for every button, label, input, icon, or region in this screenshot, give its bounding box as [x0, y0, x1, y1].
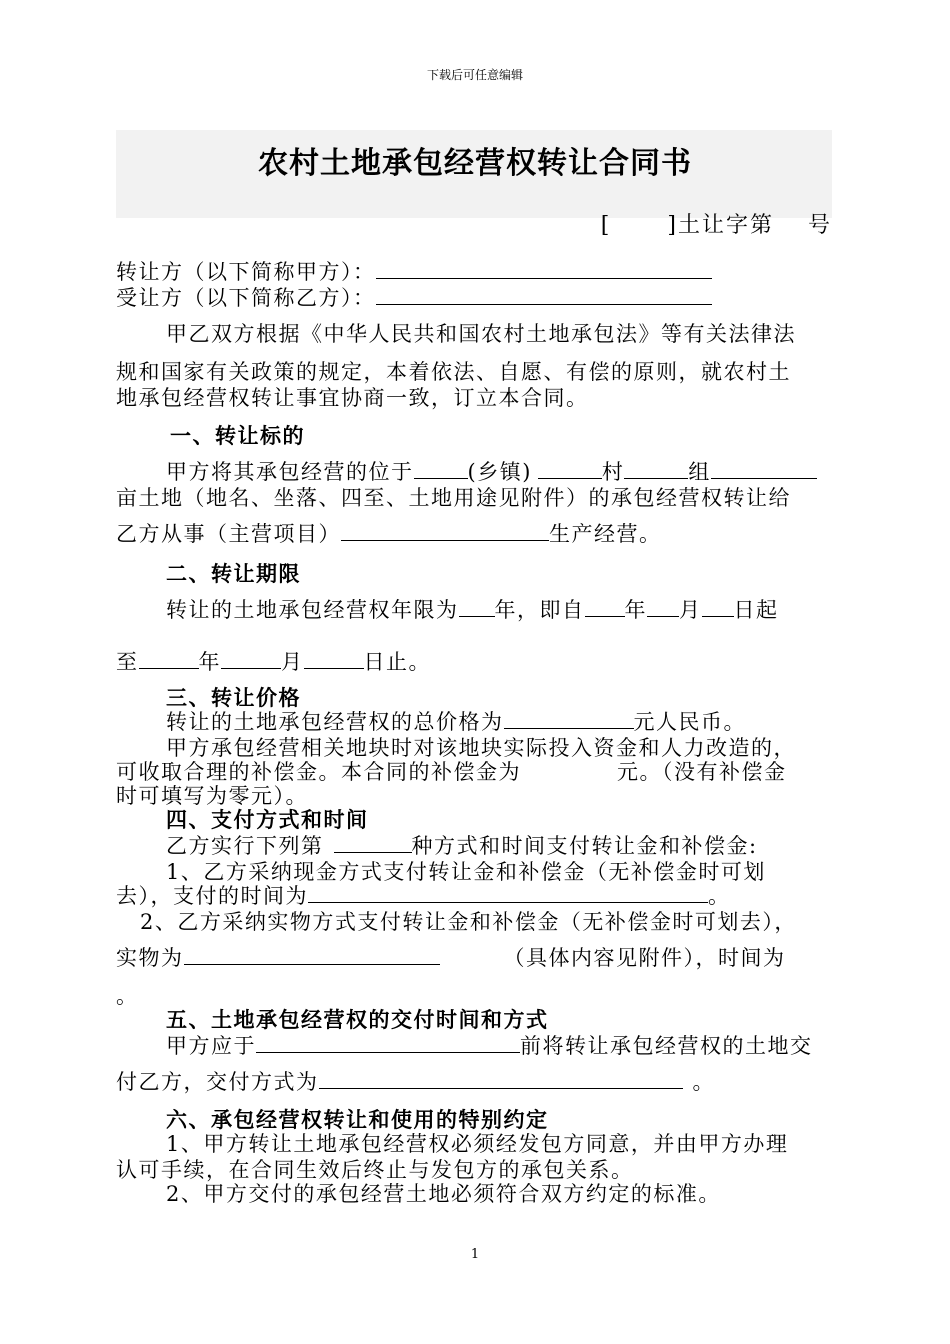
goods-blank[interactable]: [184, 942, 440, 965]
transferor-blank[interactable]: [376, 256, 712, 279]
price-blank[interactable]: [504, 706, 634, 729]
s3-line-1: 转让的土地承包经营权的总价格为 元人民币。: [166, 706, 746, 736]
method-blank[interactable]: [334, 830, 412, 853]
s6-line-3: 2、甲方交付的承包经营土地必须符合双方约定的标准。: [166, 1182, 721, 1206]
s4-line-5: 实物为 （具体内容见附件），时间为: [116, 942, 786, 972]
intro-line-1: 甲乙双方根据《中华人民共和国农村土地承包法》等有关法律法: [166, 322, 796, 346]
transferor-line: 转让方（以下简称甲方）：: [116, 256, 712, 286]
start-year-blank[interactable]: [585, 594, 625, 617]
s2-line-1: 转让的土地承包经营权年限为 年，即自 年 月 日起: [166, 594, 779, 624]
transferee-blank[interactable]: [376, 282, 712, 305]
delivery-date-blank[interactable]: [256, 1030, 520, 1053]
delivery-method-blank[interactable]: [319, 1066, 683, 1089]
section-6-heading: 六、承包经营权转让和使用的特别约定: [166, 1107, 549, 1132]
s4-line-4: 2、乙方采纳实物方式支付转让金和补偿金（无补偿金时可划去），: [140, 910, 797, 934]
document-number: [ ]土让字第 号: [600, 213, 832, 238]
s6-line-1: 1、甲方转让土地承包经营权必须经发包方同意，并由甲方办理: [166, 1132, 789, 1156]
s4-line-3: 去），支付的时间为 。: [116, 880, 731, 910]
business-blank[interactable]: [341, 518, 549, 541]
area-blank[interactable]: [711, 456, 817, 479]
page-number: 1: [470, 1247, 480, 1262]
s1-line-1: 甲方将其承包经营的位于 (乡镇) 村 组: [166, 456, 817, 486]
s3-line-2: 甲方承包经营相关地块时对该地块实际投入资金和人力改造的，: [166, 736, 796, 760]
s6-line-2: 认可手续，在合同生效后终止与发包方的承包关系。: [116, 1158, 634, 1182]
end-year-blank[interactable]: [139, 646, 199, 669]
s1-line-2: 亩土地（地名、坐落、四至、土地用途见附件）的承包经营权转让给: [116, 486, 791, 510]
end-day-blank[interactable]: [304, 646, 364, 669]
s4-line-1: 乙方实行下列第 种方式和时间支付转让金和补偿金:: [166, 830, 758, 860]
township-blank[interactable]: [414, 456, 468, 479]
intro-line-2: 规和国家有关政策的规定，本着依法、自愿、有偿的原则，就农村土: [116, 360, 791, 384]
s5-line-1: 甲方应于 前将转让承包经营权的土地交: [166, 1030, 813, 1060]
s1-line-3: 乙方从事（主营项目） 生产经营。: [116, 518, 662, 548]
section-4-heading: 四、支付方式和时间: [166, 807, 369, 832]
s4-line-2: 1、乙方采纳现金方式支付转让金和补偿金（无补偿金时可划: [166, 860, 766, 884]
s3-line-4: 时可填写为零元）。: [116, 784, 308, 808]
section-5-heading: 五、土地承包经营权的交付时间和方式: [166, 1007, 549, 1032]
start-month-blank[interactable]: [647, 594, 679, 617]
cash-time-blank[interactable]: [308, 880, 708, 903]
group-blank[interactable]: [624, 456, 688, 479]
intro-line-3: 地承包经营权转让事宜协商一致，订立本合同。: [116, 386, 589, 410]
document-title: 农村土地承包经营权转让合同书: [258, 146, 692, 181]
village-blank[interactable]: [538, 456, 602, 479]
section-2-heading: 二、转让期限: [166, 561, 301, 586]
years-blank[interactable]: [459, 594, 495, 617]
page-header: 下载后可任意编辑: [426, 68, 523, 82]
s5-line-2: 付乙方，交付方式为 。: [116, 1066, 715, 1096]
s2-line-2: 至 年 月 日止。: [116, 646, 431, 676]
s3-line-3: 可收取合理的补偿金。本合同的补偿金为 元。（没有补偿金: [116, 760, 787, 784]
transferee-line: 受让方（以下简称乙方）：: [116, 282, 712, 312]
end-month-blank[interactable]: [221, 646, 281, 669]
start-day-blank[interactable]: [702, 594, 734, 617]
s4-line-6: 。: [116, 984, 139, 1008]
section-1-heading: 一、转让标的: [170, 423, 305, 448]
section-3-heading: 三、转让价格: [166, 685, 301, 710]
